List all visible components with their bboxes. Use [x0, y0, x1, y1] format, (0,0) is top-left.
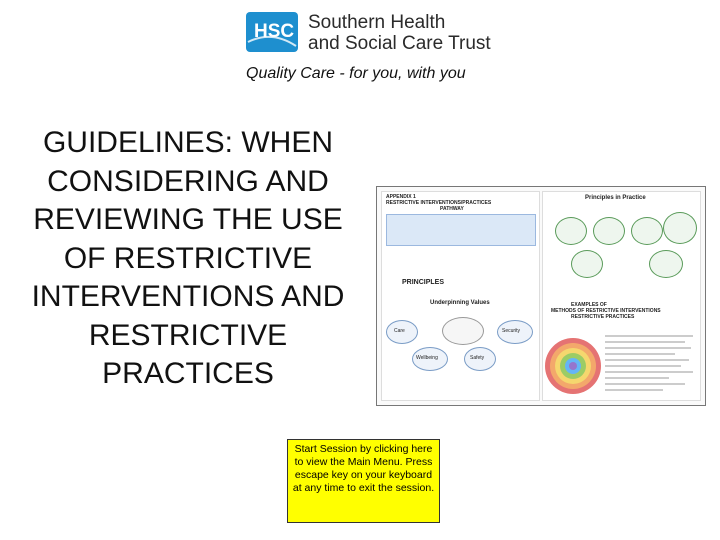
values-title: Underpinning Values — [430, 300, 490, 306]
examples-header-2: METHODS OF RESTRICTIVE INTERVENTIONS — [551, 308, 661, 314]
pathway-header-1: APPENDIX 1 — [386, 194, 416, 200]
page-title: GUIDELINES: WHEN CONSIDERING AND REVIEWING THE USE OF RESTRICTIVE INTERVENTIONS AND RESTRICTIVE PRACTICES — [31, 126, 345, 390]
tagline: Quality Care - for you, with you — [246, 65, 466, 82]
value-care-label: Care — [394, 328, 405, 334]
principles-label: PRINCIPLES — [402, 279, 445, 286]
start-session-button[interactable]: Start Session by clicking here to view the Main Menu. Press escape key on your keyboard at any time to exit the session. — [287, 439, 440, 523]
value-safety-label: Safety — [470, 355, 485, 361]
thumbnail-page-1 — [381, 191, 540, 401]
thumbnail-page-2 — [542, 191, 701, 401]
pathway-definition-panel — [386, 214, 536, 246]
principle-circle-5 — [571, 250, 603, 278]
principle-circle-1 — [555, 217, 587, 245]
principle-circle-3 — [631, 217, 663, 245]
value-security-label: Security — [502, 328, 521, 334]
examples-header-1: EXAMPLES OF — [571, 302, 607, 308]
restrictive-rings-icon — [545, 332, 605, 396]
principles-practice-title: Principles in Practice — [585, 195, 646, 201]
hsc-logo — [246, 12, 491, 82]
central-values-oval — [442, 317, 484, 345]
document-thumbnail — [376, 186, 706, 406]
org-name-line1: Southern Health — [308, 12, 446, 33]
examples-text-lines — [605, 332, 697, 396]
principle-circle-6 — [649, 250, 683, 278]
hsc-logo-mark — [246, 12, 298, 52]
pathway-header-2: RESTRICTIVE INTERVENTIONS/PRACTICES — [386, 200, 492, 206]
org-name-line2: and Social Care Trust — [308, 33, 491, 54]
principle-circle-4 — [663, 212, 697, 244]
principle-circle-2 — [593, 217, 625, 245]
pathway-header-3: PATHWAY — [440, 206, 464, 212]
value-wellbeing-label: Wellbeing — [416, 355, 438, 361]
examples-header-3: RESTRICTIVE PRACTICES — [571, 314, 635, 320]
hsc-logo-text: HSC — [254, 21, 295, 42]
